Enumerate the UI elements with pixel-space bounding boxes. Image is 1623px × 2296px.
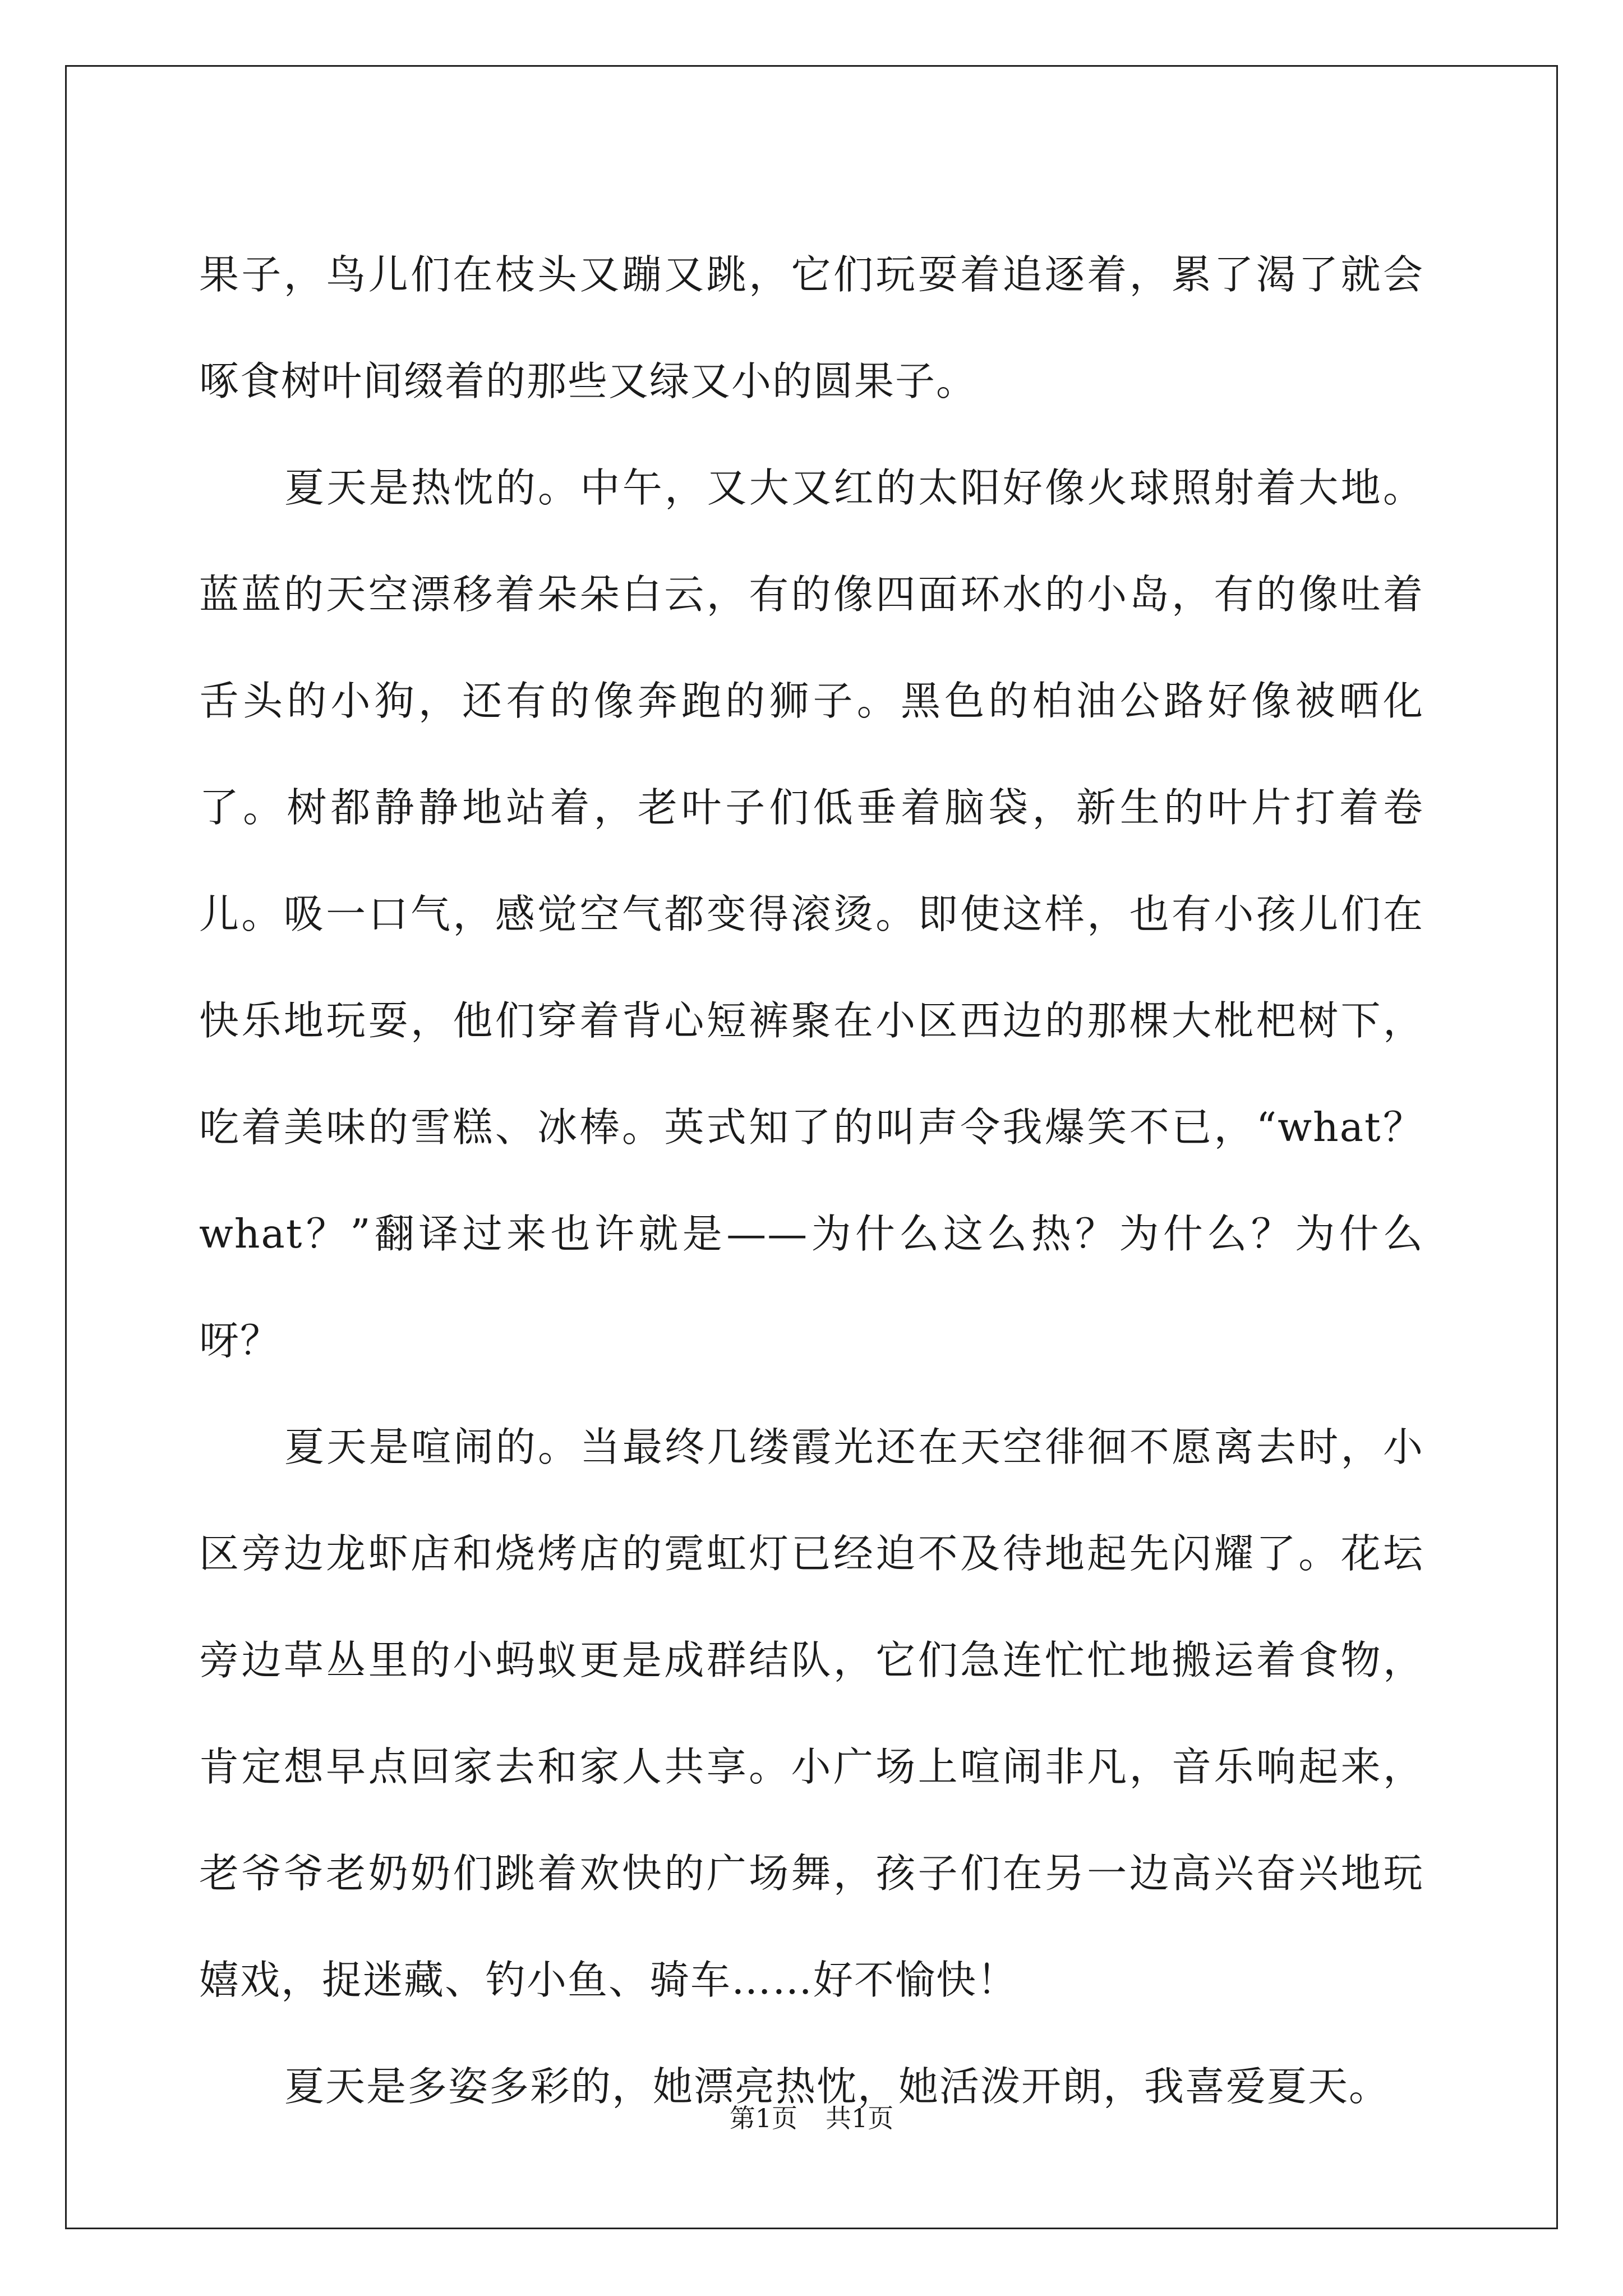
paragraph-2: 夏天是热忱的。中午，又大又红的太阳好像火球照射着大地。蓝蓝的天空漂移着朵朵白云，有的像四面环水的小岛，有的像吐着舌头的小狗，还有的像奔跑的狮子。黑色的柏油公路好像被晒化了。树都静静地站着，老叶子们低垂着脑袋，新生的叶片打着卷儿。吸一口气，感觉空气都变得滚烫。即使这样，也有小孩儿们在快乐地玩耍，他们穿着背心短裤聚在小区西边的那棵大枇杷树下，吃着美味的雪糕、冰棒。英式知了的叫声令我爆笑不已，“what？what？”翻译过来也许就是——为什么这么热？为什么？为什么呀？ — [199, 464, 1424, 1364]
document-body — [199, 222, 1424, 2140]
paragraph-3: 夏天是喧闹的。当最终几缕霞光还在天空徘徊不愿离去时，小区旁边龙虾店和烧烤店的霓虹灯已经迫不及待地起先闪耀了。花坛旁边草丛里的小蚂蚁更是成群结队，它们急连忙忙地搬运着食物，肯定想早点回家去和家人共享。小广场上喧闹非凡，音乐响起来，老爷爷老奶奶们跳着欢快的广场舞，孩子们在另一边高兴奋兴地玩嬉戏，捉迷藏、钓小鱼、骑车……好不愉快！ — [199, 1424, 1424, 2003]
paragraph-1: 果子，鸟儿们在枝头又蹦又跳，它们玩耍着追逐着，累了渴了就会啄食树叶间缀着的那些又绿又小的圆果子。 — [199, 251, 1424, 404]
paragraph-4: 夏天是多姿多彩的，她漂亮热忱，她活泼开朗，我喜爱夏天。 — [284, 2063, 1390, 2110]
page-footer — [0, 2101, 1623, 2135]
page-number: 第1页 — [729, 2103, 797, 2133]
page-total: 共1页 — [826, 2103, 894, 2133]
